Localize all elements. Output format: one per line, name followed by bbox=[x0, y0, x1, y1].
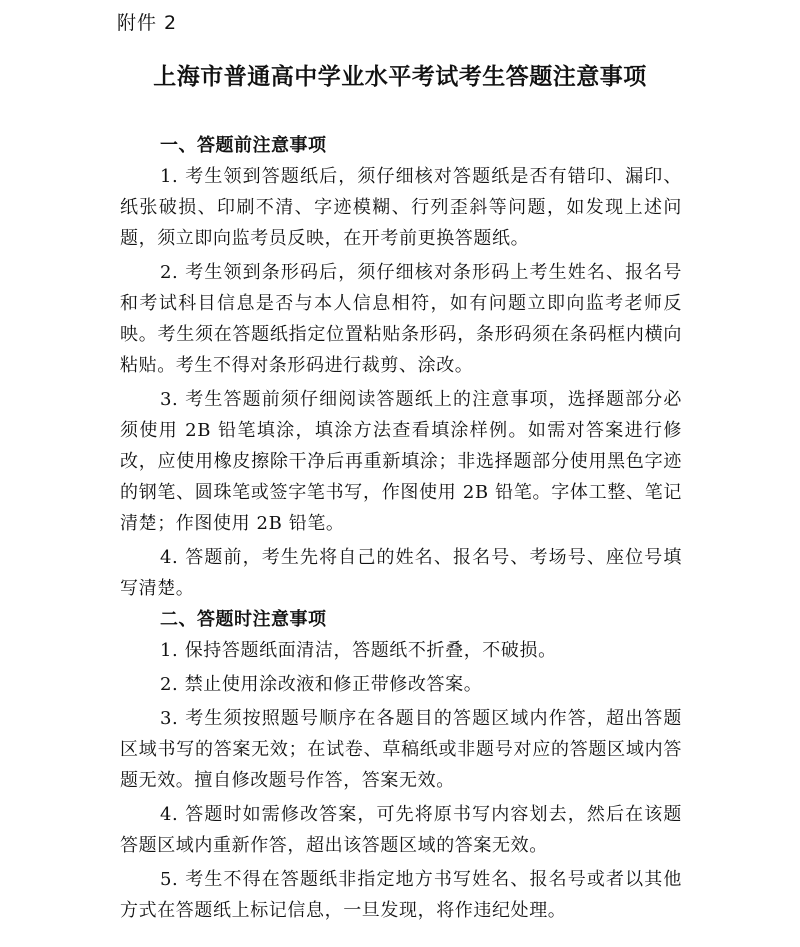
section-heading: 二、答题时注意事项 bbox=[160, 609, 327, 630]
paragraph: 1. 保持答题纸面清洁，答题纸不折叠，不破损。 bbox=[160, 640, 557, 661]
section-heading: 一、答题前注意事项 bbox=[160, 135, 327, 156]
section-before-answering bbox=[120, 130, 682, 604]
paragraph: 2. 禁止使用涂改液和修正带修改答案。 bbox=[160, 674, 483, 695]
paragraph: 4. 答题前，考生先将自己的姓名、报名号、考场号、座位号填写清楚。 bbox=[120, 547, 682, 599]
section-while-answering bbox=[120, 604, 682, 926]
paragraph: 3. 考生须按照题号顺序在各题目的答题区域内作答，超出答题区域书写的答案无效；在试卷、草稿纸或非题号对应的答题区域内答题无效。擅自修改题号作答，答案无效。 bbox=[120, 708, 682, 791]
paragraph: 4. 答题时如需修改答案，可先将原书写内容划去，然后在该题答题区域内重新作答，超出该答题区域的答案无效。 bbox=[120, 804, 682, 856]
paragraph: 3. 考生答题前须仔细阅读答题纸上的注意事项，选择题部分必须使用 2B 铅笔填涂，填涂方法查看填涂样例。如需对答案进行修改，应使用橡皮擦除干净后再重新填涂；非选择题部分使用黑色字迹的钢笔、圆珠笔或签字笔书写，作图使用 2B 铅笔。字体工整、笔记清楚；作图使用 2B 铅笔。 bbox=[120, 389, 682, 534]
attachment-label: 附件 2 bbox=[117, 12, 178, 34]
document-body bbox=[120, 130, 682, 926]
paragraph: 1. 考生领到答题纸后，须仔细核对答题纸是否有错印、漏印、纸张破损、印刷不清、字迹模糊、行列歪斜等问题，如发现上述问题，须立即向监考员反映，在开考前更换答题纸。 bbox=[120, 166, 682, 249]
document-title: 上海市普通高中学业水平考试考生答题注意事项 bbox=[153, 63, 647, 90]
paragraph: 5. 考生不得在答题纸非指定地方书写姓名、报名号或者以其他方式在答题纸上标记信息，一旦发现，将作违纪处理。 bbox=[120, 869, 682, 921]
paragraph: 2. 考生领到条形码后，须仔细核对条形码上考生姓名、报名号和考试科目信息是否与本人信息相符，如有问题立即向监考老师反映。考生须在答题纸指定位置粘贴条形码，条形码须在条码框内横向粘贴。考生不得对条形码进行裁剪、涂改。 bbox=[120, 262, 682, 376]
